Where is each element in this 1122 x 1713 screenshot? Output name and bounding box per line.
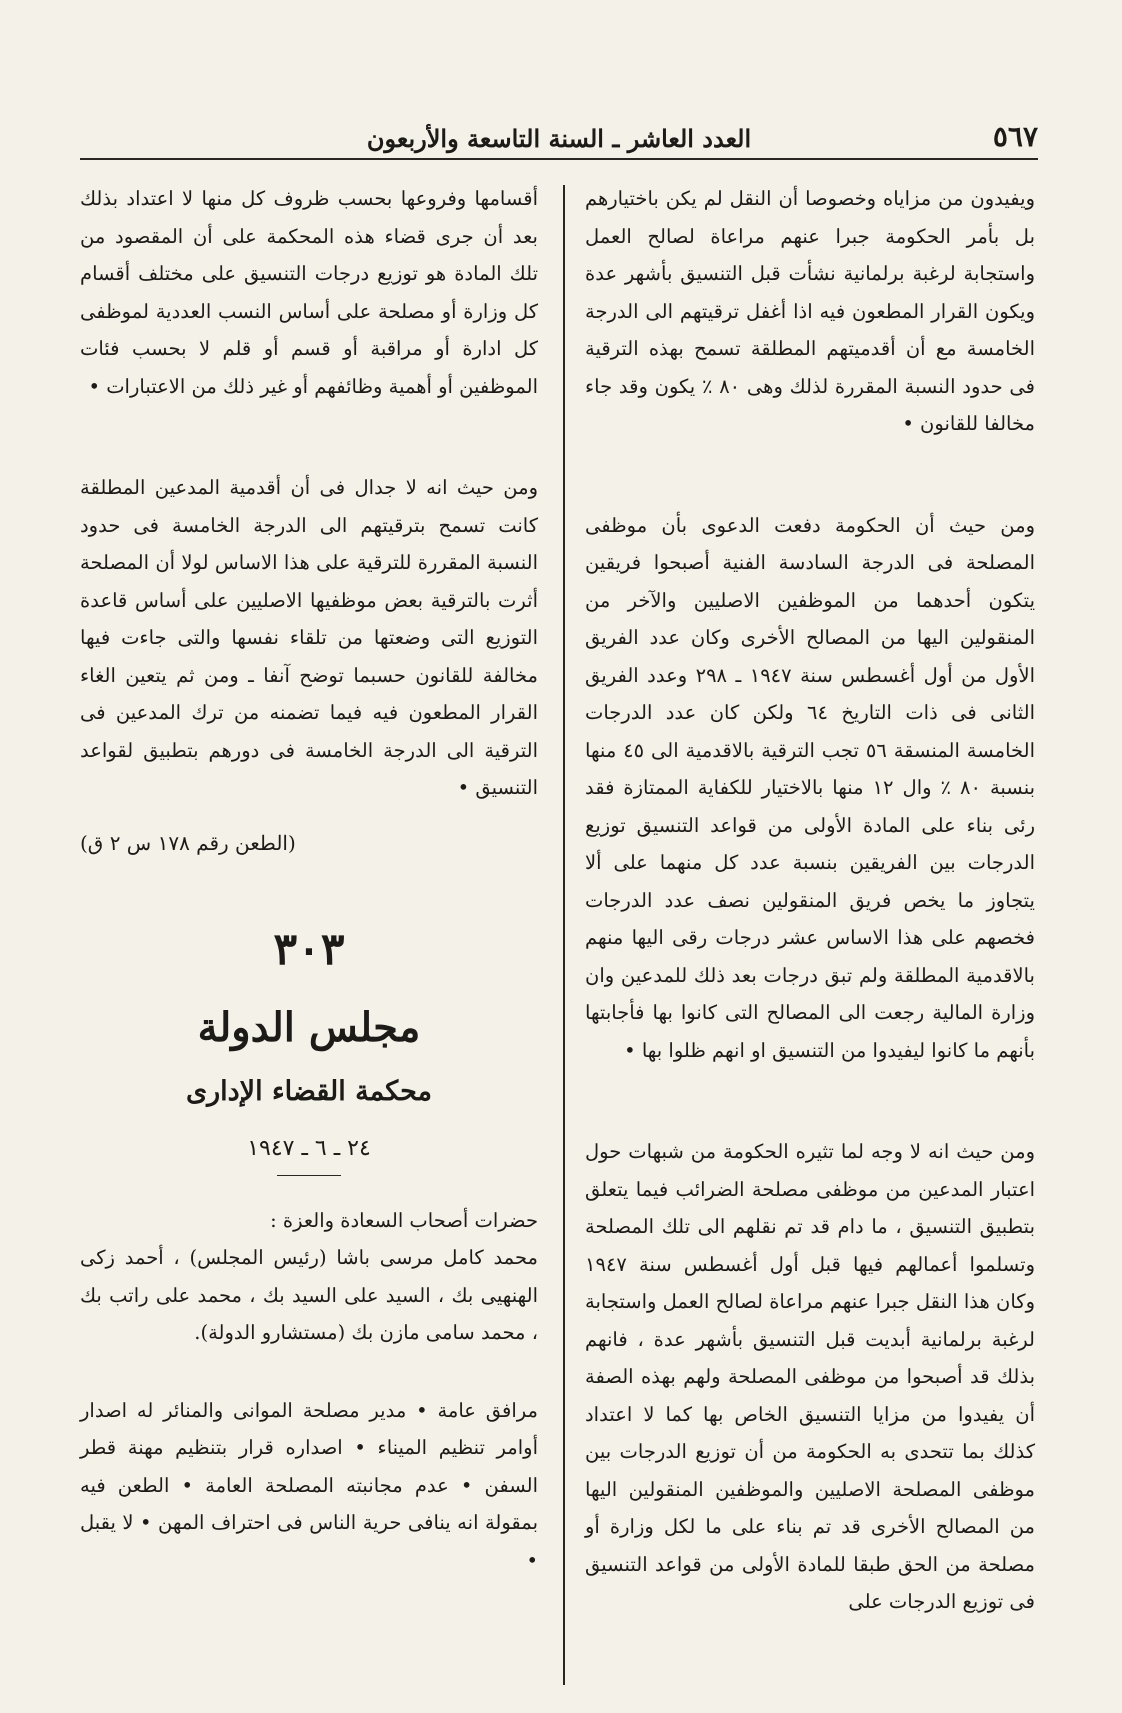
- chamber-name: محكمة القضاء الإدارى: [185, 1076, 432, 1107]
- left-column: [80, 180, 538, 1579]
- body-paragraph: ومن حيث انه لا وجه لما تثيره الحكومة من شبهات حول اعتبار المدعين من موظفى مصلحة الضرائب فيما يتعلق بتطبيق التنسيق ، ما دام قد تم نقلهم الى تلك المصلحة وتسلموا أعمالهم فيها قبل أول أغسطس سنة ١٩٤٧ وكان هذا النقل جبرا عنهم مراعاة لصالح العمل واستجابة لرغبة برلمانية أبديت قبل التنسيق بأشهر عدة ، فانهم بذلك قد أصبحوا من موظفى المصلحة ولهم بهذه الصفة أن يفيدوا من مزايا التنسيق الخاص بها كما لا اعتداد كذلك بما تتحدى به الحكومة من أن توزيع الدرجات بين موظفى المصلحة الاصليين والموظفين المنقولين اليها من المصالح الأخرى قد تم بناء على ما لكل وزارة أو مصلحة من الحق طبقا للمادة الأولى من قواعد التنسيق فى توزيع الدرجات على: [585, 1140, 1035, 1613]
- attendance-intro: حضرات أصحاب السعادة والعزة :: [270, 1208, 538, 1232]
- attendance-names: محمد كامل مرسى باشا (رئيس المجلس) ، أحمد زكى الهنهيى بك ، السيد على السيد بك ، محمد على راتب بك ، محمد سامى مازن بك (مستشارو الدولة).: [80, 1246, 538, 1345]
- page-number: ٥٦٧: [992, 120, 1038, 153]
- right-column: [585, 180, 1035, 1621]
- headnote: مرافق عامة • مدير مصلحة الموانى والمنائر له اصدار أوامر تنظيم الميناء • اصداره قرار بتنظيم مهنة قطر السفن • عدم مجانبته المصلحة العامة • الطعن فيه بمقولة انه ينافى حرية الناس فى احتراف المهن • لا يقبل •: [80, 1398, 538, 1572]
- body-paragraph: ويفيدون من مزاياه وخصوصا أن النقل لم يكن باختيارهم بل بأمر الحكومة جبرا عنهم مراعاة لصالح العمل واستجابة لرغبة برلمانية نشأت قبل التنسيق بأشهر عدة ويكون القرار المطعون فيه اذا أغفل ترقيتهم الى الدرجة الخامسة مع أن أقدميتهم المطلقة تسمح بهذه الترقية فى حدود النسبة المقررة لذلك وهى ٨٠ ٪ يكون وقد جاء مخالفا للقانون •: [585, 187, 1035, 435]
- page-header: [80, 108, 1038, 160]
- body-paragraph: ومن حيث أن الحكومة دفعت الدعوى بأن موظفى المصلحة فى الدرجة السادسة الفنية أصبحوا فريقين يتكون أحدهما من الموظفين الاصليين والآخر من المنقولين اليها من المصالح الأخرى وكان عدد الفريق الأول من أول أغسطس سنة ١٩٤٧ ـ ٢٩٨ وعدد الفريق الثانى فى ذات التاريخ ٦٤ ولكن كان عدد الدرجات الخامسة المنسقة ٥٦ تجب الترقية بالاقدمية الى ٤٥ منها بنسبة ٨٠ ٪ وال ١٢ منها بالاختيار للكفاية الممتازة فقد رئى بناء على المادة الأولى من قواعد التنسيق توزيع الدرجات بين الفريقين بنسبة عدد كل منهما على ألا يتجاوز ما يخص فريق المنقولين نصف عدد الدرجات فخصهم على هذا الاساس عشر درجات رقى اليها منهم بالاقدمية المطلقة ولم تبق درجات بعد ذلك للمدعين وان وزارة المالية رجعت الى المصالح التى كانوا بها فأجابتها بأنهم ما كانوا ليفيدوا من التنسيق او انهم ظلوا بها •: [585, 513, 1036, 1062]
- judgment-date: ٢٤ ـ ٦ ـ ١٩٤٧: [247, 1136, 371, 1162]
- court-name: مجلس الدولة: [197, 1004, 421, 1051]
- case-number: ٣٠٣: [273, 924, 345, 975]
- running-head: العدد العاشر ـ السنة التاسعة والأربعون: [366, 124, 752, 153]
- column-divider: [563, 185, 565, 1685]
- body-paragraph: أقسامها وفروعها بحسب ظروف كل منها لا اعتداد بذلك بعد أن جرى قضاء هذه المحكمة على أن المقصود من تلك المادة هو توزيع درجات التنسيق على مختلف أقسام كل وزارة أو مصلحة على أساس النسب العددية لموظفى كل ادارة أو مراقبة أو قسم أو قلم لا بحسب فئات الموظفين أو أهمية وظائفهم أو غير ذلك من الاعتبارات •: [80, 187, 538, 398]
- body-paragraph: ومن حيث انه لا جدال فى أن أقدمية المدعين المطلقة كانت تسمح بترقيتهم الى الدرجة الخامسة فى حدود النسبة المقررة للترقية على هذا الاساس لولا أن المصلحة أثرت بالترقية بعض موظفيها الاصليين على أساس قاعدة التوزيع التى وضعتها من تلقاء نفسها والتى جاءت فيها مخالفة للقانون حسبما توضح آنفا ـ ومن ثم يتعين الغاء القرار المطعون فيه فيما تضمنه من ترك المدعين فى الترقية الى الدرجة الخامسة فى دورهم بتطبيق لقواعد التنسيق •: [80, 476, 538, 799]
- appeal-reference: (الطعن رقم ١٧٨ س ٢ ق): [80, 830, 296, 855]
